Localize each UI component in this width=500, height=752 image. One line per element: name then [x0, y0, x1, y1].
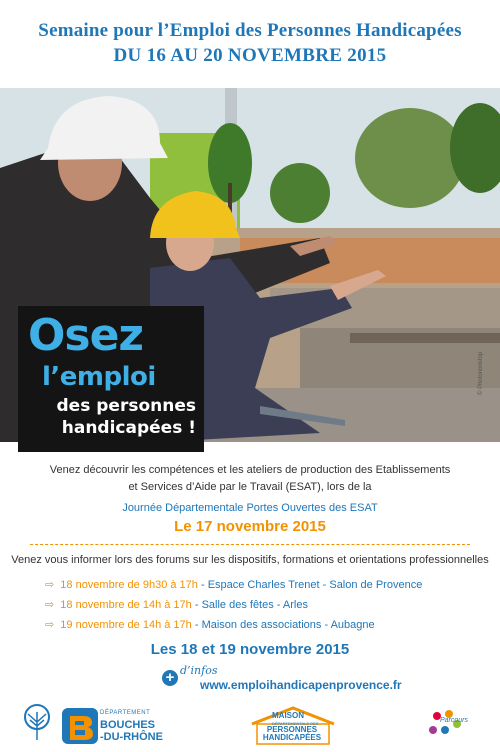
forums-intro: Venez vous informer lors des forums sur les dispositifs, formations et orientations professionnelles [11, 554, 489, 566]
arrow-right-icon: ⇨ [45, 619, 55, 631]
osez-badge [18, 306, 204, 452]
more-info-label: d’infos [180, 664, 218, 677]
journee-title: Journée Départementale Portes Ouvertes des ESAT [122, 502, 378, 514]
event-when: 19 novembre de 14h à 17h [60, 619, 192, 631]
intro-line-1: Venez découvrir les compétences et les ateliers de production des Etablissements [49, 464, 451, 476]
poster-header [0, 0, 500, 88]
bouches-du-rhone-logo-icon [62, 708, 98, 744]
event-where: Salle des fêtes - Arles [201, 599, 308, 611]
forum-events-list [45, 578, 475, 638]
mdph-sub: DÉPARTEMENTALE DES [272, 721, 319, 726]
badge-line-personnes: des personnes [56, 396, 196, 416]
event-dash: - [194, 619, 202, 631]
website-link[interactable]: www.emploihandicapenprovence.fr [200, 678, 402, 692]
arrow-right-icon: ⇨ [45, 599, 55, 611]
event-when: 18 novembre de 14h à 17h [60, 599, 192, 611]
photo-credit: © Photononstop [478, 351, 484, 395]
mdph-personnes-handicapees: PERSONNES HANDICAPÉES [262, 725, 322, 742]
poster-title: Semaine pour l’Emploi des Personnes Handicapées [38, 20, 462, 41]
dates-18-19-novembre: Les 18 et 19 novembre 2015 [150, 641, 350, 658]
date-17-novembre: Le 17 novembre 2015 [174, 518, 326, 535]
arrow-right-icon: ⇨ [45, 579, 55, 591]
event-dash: - [194, 599, 202, 611]
event-dash: - [200, 579, 208, 591]
event-where: Maison des associations - Aubagne [201, 619, 375, 631]
dept-label: DÉPARTEMENT [100, 710, 151, 716]
dept-name-line-2: -DU-RHÔNE [100, 731, 163, 743]
event-where: Espace Charles Trenet - Salon de Provence [207, 579, 423, 591]
parcours-label: Parcours [440, 717, 469, 724]
dept-name-line-1: BOUCHES [100, 719, 156, 731]
plus-icon: + [162, 670, 178, 686]
forum-event [45, 598, 475, 618]
dashed-separator [30, 544, 470, 545]
badge-line-emploi: l’emploi [42, 362, 156, 392]
dept-name [100, 719, 163, 743]
poster-dates: DU 16 AU 20 NOVEMBRE 2015 [113, 45, 387, 66]
event-when: 18 novembre de 9h30 à 17h [60, 579, 198, 591]
mdph-maison: MAISON [272, 711, 304, 720]
badge-line-osez: Osez [28, 310, 144, 361]
more-info [162, 664, 422, 694]
badge-line-handicapees: handicapées ! [61, 418, 196, 438]
intro-line-2: et Services d’Aide par le Travail (ESAT), lors de la [128, 481, 372, 493]
parcours-logo-icon [425, 706, 465, 744]
forum-event [45, 578, 475, 598]
tree-logo-icon [22, 702, 52, 742]
partner-logos [0, 702, 500, 752]
forum-event [45, 618, 475, 638]
